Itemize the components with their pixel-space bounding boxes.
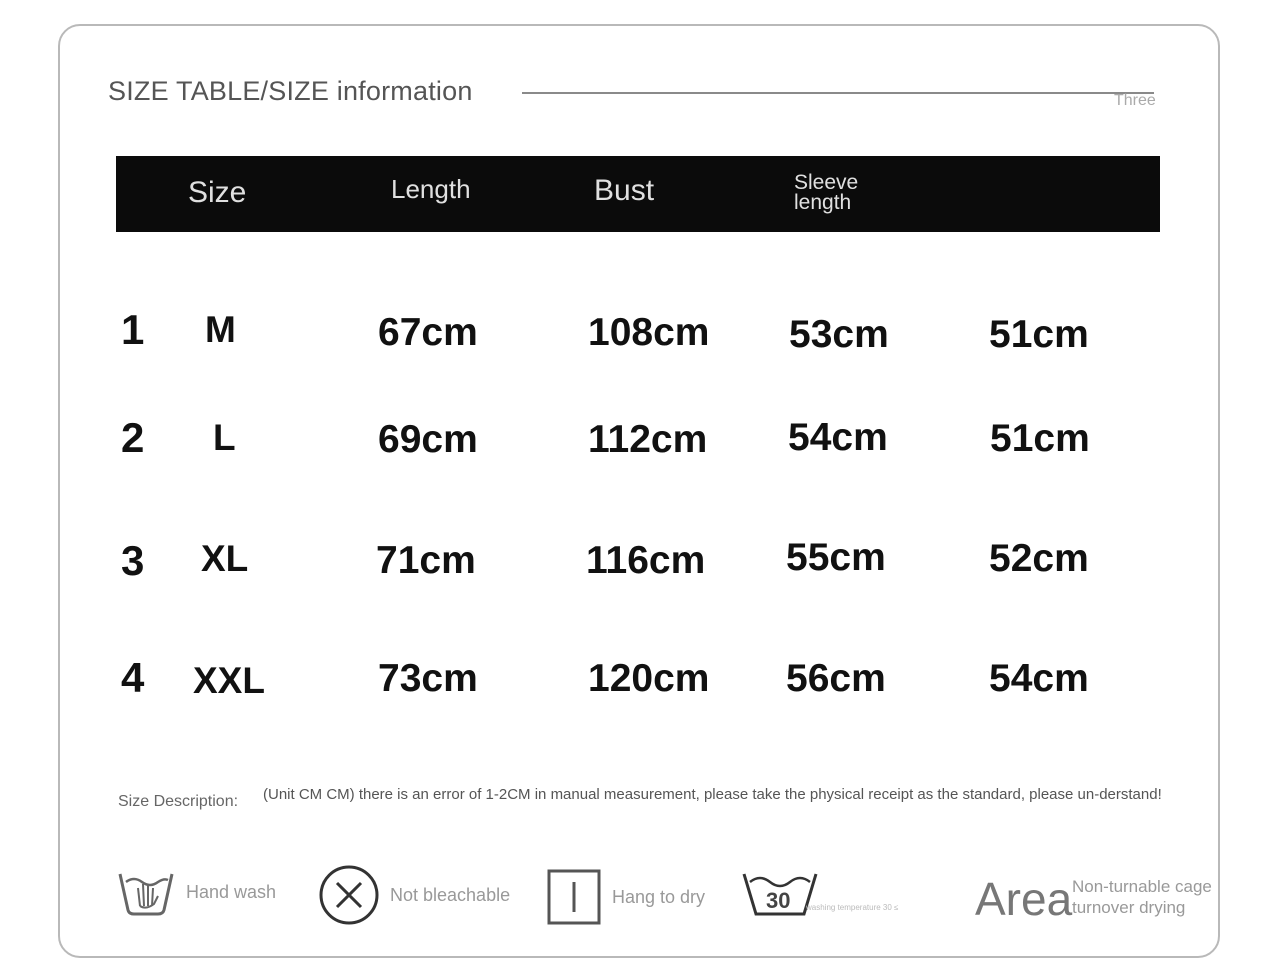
area-label: Area [975, 873, 1073, 925]
row-size: XL [201, 538, 249, 579]
row-bust: 108cm [588, 311, 710, 354]
header-size: Size [188, 176, 247, 209]
wash-30-icon [740, 868, 820, 920]
care-no-bleach [318, 864, 510, 926]
row-length: 69cm [378, 418, 478, 461]
table-header [116, 156, 1160, 232]
row-number: 4 [121, 654, 145, 701]
no-bleach-icon [318, 864, 380, 926]
row-bust: 116cm [586, 539, 706, 582]
title-tag: Three [1114, 92, 1156, 109]
row-bust: 120cm [588, 657, 710, 700]
title-divider [522, 92, 1154, 94]
no-bleach-label: Not bleachable [390, 884, 511, 905]
wash-temperature-caption: washing temperature 30 ≤ [806, 903, 899, 912]
wash-temperature: 30 [766, 888, 791, 913]
care-hand-wash [116, 866, 276, 918]
area-line-1: Non-turnable cage [1072, 877, 1212, 896]
row-sleeve: 55cm [786, 536, 886, 579]
row-extra: 52cm [989, 537, 1089, 580]
row-bust: 112cm [588, 418, 708, 461]
header-length: Length [391, 174, 471, 204]
row-extra: 51cm [990, 417, 1090, 460]
care-wash-30 [740, 868, 820, 920]
hand-wash-icon [116, 866, 176, 918]
row-size: XXL [193, 660, 265, 701]
row-size: M [205, 309, 236, 350]
row-size: L [213, 417, 236, 458]
row-number: 2 [121, 414, 145, 461]
row-extra: 51cm [989, 313, 1089, 356]
row-length: 67cm [378, 311, 478, 354]
header-bust: Bust [594, 174, 655, 207]
row-number: 3 [121, 537, 145, 584]
size-description-label: Size Description: [118, 793, 239, 810]
area-description [1072, 876, 1212, 918]
care-hang-dry [546, 868, 705, 926]
size-description-text: (Unit CM CM) there is an error of 1-2CM in manual measurement, please take the physical receipt as the standard, please un-derstand! [263, 786, 1162, 803]
row-sleeve: 54cm [788, 416, 888, 459]
row-sleeve: 53cm [789, 313, 889, 356]
hang-dry-label: Hang to dry [612, 886, 706, 907]
hang-dry-icon [546, 868, 602, 926]
size-table-title: SIZE TABLE/SIZE information [108, 76, 473, 106]
area-line-2: turnover drying [1072, 898, 1186, 917]
hand-wash-label: Hand wash [186, 881, 277, 902]
row-number: 1 [121, 306, 145, 353]
header-sleeve-length: Sleeve length [794, 171, 859, 214]
row-length: 73cm [378, 657, 478, 700]
row-sleeve: 56cm [786, 657, 886, 700]
row-extra: 54cm [989, 657, 1089, 700]
row-length: 71cm [376, 539, 476, 582]
